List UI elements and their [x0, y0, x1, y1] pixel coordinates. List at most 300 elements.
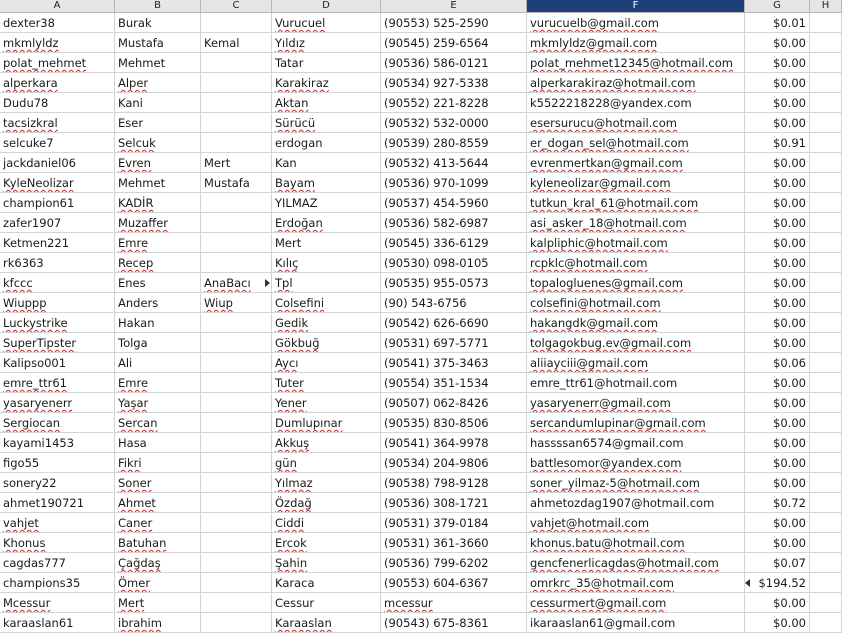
cell-d26[interactable]	[272, 513, 381, 533]
cell-b26[interactable]	[115, 513, 201, 533]
cell-d11[interactable]	[272, 213, 381, 233]
cell-b8[interactable]	[115, 153, 201, 173]
cell-g27[interactable]	[745, 533, 810, 553]
cell-e7[interactable]	[381, 133, 527, 153]
table-row	[0, 273, 842, 293]
cell-a6[interactable]	[0, 113, 115, 133]
column-header-d[interactable]: D	[272, 0, 381, 12]
cell-d5[interactable]	[272, 93, 381, 113]
cell-a23[interactable]	[0, 453, 115, 473]
cell-c24[interactable]	[201, 473, 272, 493]
cell-c16[interactable]	[201, 313, 272, 333]
cell-text: $0.00	[773, 116, 806, 130]
cell-a2[interactable]	[0, 33, 115, 53]
cell-text: $0.00	[773, 416, 806, 430]
cell-d16[interactable]	[272, 313, 381, 333]
cell-d24[interactable]	[272, 473, 381, 493]
cell-h13[interactable]	[810, 253, 842, 273]
cell-f17[interactable]	[527, 333, 745, 353]
cell-f19[interactable]	[527, 373, 745, 393]
cell-c29[interactable]	[201, 573, 272, 593]
cell-c25[interactable]	[201, 493, 272, 513]
cell-c21[interactable]	[201, 413, 272, 433]
cell-c1[interactable]	[201, 13, 272, 33]
cell-text: cessurmert@gmail.com	[530, 596, 667, 610]
cell-a25[interactable]	[0, 493, 115, 513]
cell-f1[interactable]	[527, 13, 745, 33]
cell-a1[interactable]	[0, 13, 115, 33]
cell-a3[interactable]	[0, 53, 115, 73]
cell-text: emre_ttr61	[3, 376, 67, 390]
cell-text: (90539) 280-8559	[384, 136, 489, 150]
cell-c4[interactable]	[201, 73, 272, 93]
cell-a8[interactable]	[0, 153, 115, 173]
cell-a24[interactable]	[0, 473, 115, 493]
cell-g4[interactable]	[745, 73, 810, 93]
cell-text: SuperTipster	[3, 336, 77, 350]
table-row	[0, 393, 842, 413]
cell-d15[interactable]	[272, 293, 381, 313]
cell-f21[interactable]	[527, 413, 745, 433]
column-header-a[interactable]: A	[0, 0, 115, 12]
cell-g21[interactable]	[745, 413, 810, 433]
cell-b15[interactable]	[115, 293, 201, 313]
cell-h3[interactable]	[810, 53, 842, 73]
cell-a21[interactable]	[0, 413, 115, 433]
cell-f8[interactable]	[527, 153, 745, 173]
cell-g30[interactable]	[745, 593, 810, 613]
cell-g23[interactable]	[745, 453, 810, 473]
cell-c31[interactable]	[201, 613, 272, 633]
column-header-f[interactable]: F	[527, 0, 745, 12]
cell-d29[interactable]	[272, 573, 381, 593]
table-row	[0, 293, 842, 313]
cell-c2[interactable]	[201, 33, 272, 53]
cell-h24[interactable]	[810, 473, 842, 493]
cell-f11[interactable]	[527, 213, 745, 233]
cell-c9[interactable]	[201, 173, 272, 193]
cell-text: Mustafa	[118, 36, 164, 50]
cell-e23[interactable]	[381, 453, 527, 473]
cell-g16[interactable]	[745, 313, 810, 333]
cell-b29[interactable]	[115, 573, 201, 593]
cell-e30[interactable]	[381, 593, 527, 613]
table-row	[0, 533, 842, 553]
cell-c27[interactable]	[201, 533, 272, 553]
cell-g6[interactable]	[745, 113, 810, 133]
cell-e24[interactable]	[381, 473, 527, 493]
cell-b10[interactable]	[115, 193, 201, 213]
cell-g13[interactable]	[745, 253, 810, 273]
cell-d10[interactable]	[272, 193, 381, 213]
cell-g7[interactable]	[745, 133, 810, 153]
cell-text: (90534) 927-5338	[384, 76, 489, 90]
cell-b30[interactable]	[115, 593, 201, 613]
cell-text: omrkrc_35@hotmail.com	[530, 576, 674, 590]
cell-c12[interactable]	[201, 233, 272, 253]
cell-text: Tolga	[118, 336, 148, 350]
cell-e3[interactable]	[381, 53, 527, 73]
cell-h6[interactable]	[810, 113, 842, 133]
cell-h5[interactable]	[810, 93, 842, 113]
cell-f3[interactable]	[527, 53, 745, 73]
cell-f18[interactable]	[527, 353, 745, 373]
cell-f7[interactable]	[527, 133, 745, 153]
cell-g9[interactable]	[745, 173, 810, 193]
cell-b21[interactable]	[115, 413, 201, 433]
cell-text: Şahin	[275, 556, 308, 570]
cell-a16[interactable]	[0, 313, 115, 333]
cell-c15[interactable]	[201, 293, 272, 313]
cell-g24[interactable]	[745, 473, 810, 493]
cell-b22[interactable]	[115, 433, 201, 453]
cell-d4[interactable]	[272, 73, 381, 93]
column-header-g[interactable]: G	[745, 0, 810, 12]
cell-text: Colsefini	[275, 296, 325, 310]
cell-text: Ali	[118, 356, 133, 370]
cell-text: Mert	[204, 156, 231, 170]
cell-b17[interactable]	[115, 333, 201, 353]
cell-f13[interactable]	[527, 253, 745, 273]
cell-h16[interactable]	[810, 313, 842, 333]
cell-g18[interactable]	[745, 353, 810, 373]
cell-b6[interactable]	[115, 113, 201, 133]
cell-g8[interactable]	[745, 153, 810, 173]
cell-b27[interactable]	[115, 533, 201, 553]
cell-e28[interactable]	[381, 553, 527, 573]
cell-h26[interactable]	[810, 513, 842, 533]
cell-a26[interactable]	[0, 513, 115, 533]
cell-b9[interactable]	[115, 173, 201, 193]
cell-f6[interactable]	[527, 113, 745, 133]
cell-f4[interactable]	[527, 73, 745, 93]
cell-d1[interactable]	[272, 13, 381, 33]
table-row	[0, 373, 842, 393]
cell-b28[interactable]	[115, 553, 201, 573]
cell-c8[interactable]	[201, 153, 272, 173]
cell-a10[interactable]	[0, 193, 115, 213]
cell-f31[interactable]	[527, 613, 745, 633]
cell-h12[interactable]	[810, 233, 842, 253]
cell-e4[interactable]	[381, 73, 527, 93]
cell-b1[interactable]	[115, 13, 201, 33]
cell-text: kalpliphic@hotmail.com	[530, 236, 668, 250]
cell-text: (90541) 375-3463	[384, 356, 489, 370]
cell-text: $0.00	[773, 256, 806, 270]
cell-a15[interactable]	[0, 293, 115, 313]
cell-h22[interactable]	[810, 433, 842, 453]
cell-f10[interactable]	[527, 193, 745, 213]
cell-d18[interactable]	[272, 353, 381, 373]
cell-d13[interactable]	[272, 253, 381, 273]
cell-f12[interactable]	[527, 233, 745, 253]
cell-e22[interactable]	[381, 433, 527, 453]
cell-a5[interactable]	[0, 93, 115, 113]
cell-g26[interactable]	[745, 513, 810, 533]
cell-b5[interactable]	[115, 93, 201, 113]
cell-a12[interactable]	[0, 233, 115, 253]
column-header-h[interactable]: H	[810, 0, 842, 12]
cell-f28[interactable]	[527, 553, 745, 573]
cell-h4[interactable]	[810, 73, 842, 93]
cell-c20[interactable]	[201, 393, 272, 413]
cell-h7[interactable]	[810, 133, 842, 153]
cell-text: Aycı	[275, 356, 299, 370]
cell-h14[interactable]	[810, 273, 842, 293]
cell-d19[interactable]	[272, 373, 381, 393]
cell-f30[interactable]	[527, 593, 745, 613]
cell-g29[interactable]	[745, 573, 810, 593]
cell-e25[interactable]	[381, 493, 527, 513]
cell-c10[interactable]	[201, 193, 272, 213]
cell-f9[interactable]	[527, 173, 745, 193]
cell-a19[interactable]	[0, 373, 115, 393]
cell-a4[interactable]	[0, 73, 115, 93]
cell-e9[interactable]	[381, 173, 527, 193]
cell-h15[interactable]	[810, 293, 842, 313]
column-header-e[interactable]: E	[381, 0, 527, 12]
cell-h19[interactable]	[810, 373, 842, 393]
cell-g1[interactable]	[745, 13, 810, 33]
cell-text: $194.52	[758, 576, 806, 590]
cell-text: $0.00	[773, 336, 806, 350]
cell-d22[interactable]	[272, 433, 381, 453]
cell-text: Kan	[275, 156, 297, 170]
cell-b31[interactable]	[115, 613, 201, 633]
cell-c3[interactable]	[201, 53, 272, 73]
cell-e14[interactable]	[381, 273, 527, 293]
cell-e29[interactable]	[381, 573, 527, 593]
cell-c5[interactable]	[201, 93, 272, 113]
cell-d8[interactable]	[272, 153, 381, 173]
cell-c13[interactable]	[201, 253, 272, 273]
cell-text: Mert	[275, 236, 302, 250]
cell-h18[interactable]	[810, 353, 842, 373]
cell-e16[interactable]	[381, 313, 527, 333]
cell-e19[interactable]	[381, 373, 527, 393]
cell-e13[interactable]	[381, 253, 527, 273]
cell-a14[interactable]	[0, 273, 115, 293]
cell-h21[interactable]	[810, 413, 842, 433]
table-row	[0, 593, 842, 613]
cell-c22[interactable]	[201, 433, 272, 453]
cell-b23[interactable]	[115, 453, 201, 473]
cell-b7[interactable]	[115, 133, 201, 153]
cell-a22[interactable]	[0, 433, 115, 453]
cell-h11[interactable]	[810, 213, 842, 233]
column-header-b[interactable]: B	[115, 0, 201, 12]
cell-g22[interactable]	[745, 433, 810, 453]
cell-e31[interactable]	[381, 613, 527, 633]
cell-b20[interactable]	[115, 393, 201, 413]
cell-e27[interactable]	[381, 533, 527, 553]
cell-d27[interactable]	[272, 533, 381, 553]
cell-text: KyleNeolizar	[3, 176, 74, 190]
cell-h27[interactable]	[810, 533, 842, 553]
cell-f20[interactable]	[527, 393, 745, 413]
cell-text: (90553) 525-2590	[384, 16, 489, 30]
cell-d3[interactable]	[272, 53, 381, 73]
cell-g31[interactable]	[745, 613, 810, 633]
cell-c6[interactable]	[201, 113, 272, 133]
cell-a17[interactable]	[0, 333, 115, 353]
cell-e15[interactable]	[381, 293, 527, 313]
cell-g11[interactable]	[745, 213, 810, 233]
cell-f23[interactable]	[527, 453, 745, 473]
cell-d6[interactable]	[272, 113, 381, 133]
cell-text: sercandumlupinar@gmail.com	[530, 416, 706, 430]
cell-text: $0.00	[773, 56, 806, 70]
cell-text: $0.72	[773, 496, 806, 510]
cell-f27[interactable]	[527, 533, 745, 553]
cell-h9[interactable]	[810, 173, 842, 193]
cell-text: $0.00	[773, 596, 806, 610]
cell-b24[interactable]	[115, 473, 201, 493]
cell-f26[interactable]	[527, 513, 745, 533]
cell-e20[interactable]	[381, 393, 527, 413]
cell-text: Yaşar	[118, 396, 149, 410]
cell-e12[interactable]	[381, 233, 527, 253]
cell-g17[interactable]	[745, 333, 810, 353]
cell-g3[interactable]	[745, 53, 810, 73]
cell-a11[interactable]	[0, 213, 115, 233]
cell-text: (90541) 364-9978	[384, 436, 489, 450]
cell-d21[interactable]	[272, 413, 381, 433]
cell-text: $0.00	[773, 296, 806, 310]
cell-f14[interactable]	[527, 273, 745, 293]
cell-c7[interactable]	[201, 133, 272, 153]
cell-h25[interactable]	[810, 493, 842, 513]
cell-b13[interactable]	[115, 253, 201, 273]
cell-h29[interactable]	[810, 573, 842, 593]
cell-f16[interactable]	[527, 313, 745, 333]
cell-g14[interactable]	[745, 273, 810, 293]
cell-d2[interactable]	[272, 33, 381, 53]
cell-e17[interactable]	[381, 333, 527, 353]
column-header-c[interactable]: C	[201, 0, 272, 12]
cell-b19[interactable]	[115, 373, 201, 393]
cell-b11[interactable]	[115, 213, 201, 233]
cell-b14[interactable]	[115, 273, 201, 293]
cell-h17[interactable]	[810, 333, 842, 353]
cell-d20[interactable]	[272, 393, 381, 413]
cell-d17[interactable]	[272, 333, 381, 353]
cell-e8[interactable]	[381, 153, 527, 173]
cell-e5[interactable]	[381, 93, 527, 113]
cell-a20[interactable]	[0, 393, 115, 413]
cell-b18[interactable]	[115, 353, 201, 373]
cell-d28[interactable]	[272, 553, 381, 573]
cell-d31[interactable]	[272, 613, 381, 633]
cell-text: (90538) 798-9128	[384, 476, 489, 490]
cell-d7[interactable]	[272, 133, 381, 153]
cell-a30[interactable]	[0, 593, 115, 613]
cell-g25[interactable]	[745, 493, 810, 513]
cell-e10[interactable]	[381, 193, 527, 213]
cell-d25[interactable]	[272, 493, 381, 513]
cell-f15[interactable]	[527, 293, 745, 313]
cell-a13[interactable]	[0, 253, 115, 273]
cell-text: Mehmet	[118, 176, 166, 190]
cell-e18[interactable]	[381, 353, 527, 373]
cell-f25[interactable]	[527, 493, 745, 513]
cell-b12[interactable]	[115, 233, 201, 253]
cell-c11[interactable]	[201, 213, 272, 233]
cell-text: Anders	[118, 296, 159, 310]
cell-h23[interactable]	[810, 453, 842, 473]
cell-f5[interactable]	[527, 93, 745, 113]
cell-g12[interactable]	[745, 233, 810, 253]
cell-c23[interactable]	[201, 453, 272, 473]
cell-text: Dumlupınar	[275, 416, 343, 430]
cell-d12[interactable]	[272, 233, 381, 253]
table-row	[0, 613, 842, 633]
cell-g10[interactable]	[745, 193, 810, 213]
cell-c26[interactable]	[201, 513, 272, 533]
cell-c19[interactable]	[201, 373, 272, 393]
cell-h1[interactable]	[810, 13, 842, 33]
cell-h30[interactable]	[810, 593, 842, 613]
cell-a28[interactable]	[0, 553, 115, 573]
cell-a31[interactable]	[0, 613, 115, 633]
cell-text: YILMAZ	[275, 196, 318, 210]
cell-c14[interactable]	[201, 273, 272, 293]
cell-e6[interactable]	[381, 113, 527, 133]
cell-c28[interactable]	[201, 553, 272, 573]
cell-b2[interactable]	[115, 33, 201, 53]
cell-h31[interactable]	[810, 613, 842, 633]
cell-h20[interactable]	[810, 393, 842, 413]
cell-g2[interactable]	[745, 33, 810, 53]
cell-e21[interactable]	[381, 413, 527, 433]
cell-a18[interactable]	[0, 353, 115, 373]
cell-b3[interactable]	[115, 53, 201, 73]
cell-b16[interactable]	[115, 313, 201, 333]
cell-f29[interactable]	[527, 573, 745, 593]
cell-c17[interactable]	[201, 333, 272, 353]
cell-text: Emre	[118, 376, 149, 390]
cell-a9[interactable]	[0, 173, 115, 193]
cell-g5[interactable]	[745, 93, 810, 113]
cell-h2[interactable]	[810, 33, 842, 53]
cell-h10[interactable]	[810, 193, 842, 213]
cell-a27[interactable]	[0, 533, 115, 553]
cell-b4[interactable]	[115, 73, 201, 93]
cell-f24[interactable]	[527, 473, 745, 493]
cell-b25[interactable]	[115, 493, 201, 513]
cell-e26[interactable]	[381, 513, 527, 533]
cell-d30[interactable]	[272, 593, 381, 613]
cell-d9[interactable]	[272, 173, 381, 193]
cell-g15[interactable]	[745, 293, 810, 313]
cell-d14[interactable]	[272, 273, 381, 293]
cell-h8[interactable]	[810, 153, 842, 173]
cell-g19[interactable]	[745, 373, 810, 393]
cell-d23[interactable]	[272, 453, 381, 473]
cell-f22[interactable]	[527, 433, 745, 453]
cell-f2[interactable]	[527, 33, 745, 53]
cell-g20[interactable]	[745, 393, 810, 413]
cell-c18[interactable]	[201, 353, 272, 373]
cell-g28[interactable]	[745, 553, 810, 573]
cell-c30[interactable]	[201, 593, 272, 613]
cell-e1[interactable]	[381, 13, 527, 33]
cell-a7[interactable]	[0, 133, 115, 153]
cell-h28[interactable]	[810, 553, 842, 573]
cell-e2[interactable]	[381, 33, 527, 53]
cell-a29[interactable]	[0, 573, 115, 593]
cell-e11[interactable]	[381, 213, 527, 233]
